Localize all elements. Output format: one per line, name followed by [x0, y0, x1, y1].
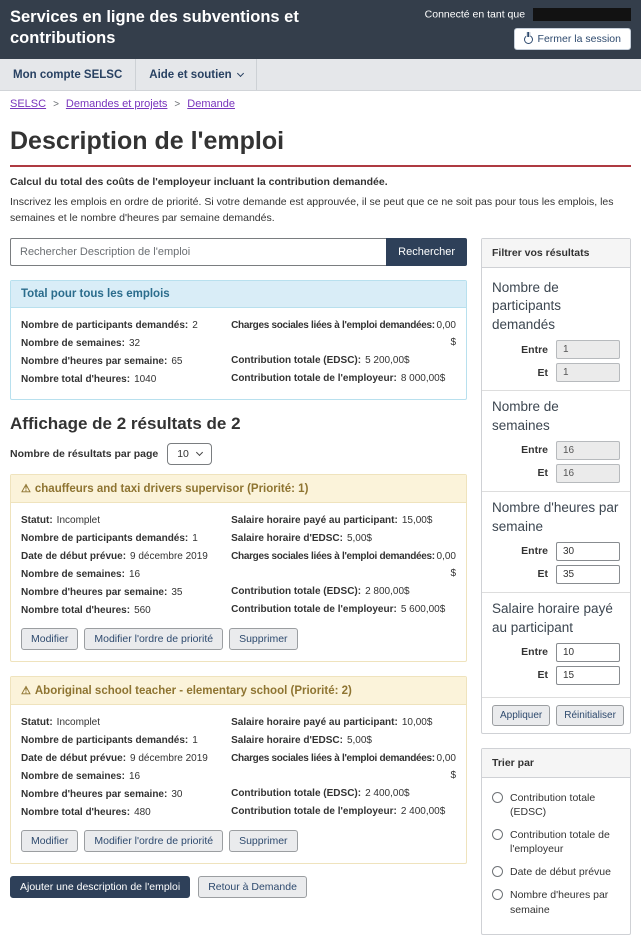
- nav-item-label: Mon compte SELSC: [13, 68, 123, 81]
- modify-priority-button[interactable]: Modifier l'ordre de priorité: [84, 830, 223, 852]
- breadcrumb-link-selsc[interactable]: SELSC: [10, 98, 47, 110]
- field-value: 1: [192, 734, 198, 746]
- field-label: Contribution totale de l'employeur:: [231, 603, 397, 615]
- field-value: 560: [134, 604, 151, 616]
- weeks-from-input: [556, 441, 620, 460]
- radio-label: Contribution totale de l'employeur: [510, 828, 610, 856]
- field-label: Nombre de participants demandés:: [21, 319, 189, 331]
- breadcrumb: [0, 91, 641, 115]
- field-label: Nombre total d'heures:: [21, 373, 131, 385]
- field-value: 65: [171, 355, 183, 367]
- field-value: 5 600,00$: [400, 603, 446, 615]
- per-page-value: 10: [177, 447, 189, 460]
- hours-from-input[interactable]: [556, 542, 620, 561]
- field-value: Incomplet: [56, 514, 101, 526]
- field-value: 9 décembre 2019: [130, 752, 208, 764]
- filter-section-heading: Salaire horaire payé au participant: [492, 600, 613, 635]
- field-label: Nombre de participants demandés:: [21, 734, 189, 746]
- totals-panel: [10, 280, 467, 400]
- field-value: 16: [128, 770, 141, 782]
- sort-option-contribution-edsc[interactable]: [492, 791, 620, 819]
- between-label: Entre: [521, 444, 548, 457]
- and-label: Et: [537, 568, 548, 581]
- filter-section-heading: Nombre d'heures par semaine: [492, 499, 619, 534]
- radio-icon: [492, 829, 503, 840]
- and-label: Et: [537, 467, 548, 480]
- reset-filters-button[interactable]: Réinitialiser: [556, 705, 624, 726]
- field-value: 8 000,00$: [400, 372, 446, 384]
- chevron-down-icon: [196, 448, 203, 455]
- hours-to-input[interactable]: [556, 565, 620, 584]
- modify-button[interactable]: Modifier: [21, 628, 78, 650]
- field-value: 5,00$: [346, 532, 372, 544]
- radio-icon: [492, 889, 503, 900]
- field-value: 32: [128, 337, 141, 349]
- field-label: Statut:: [21, 716, 53, 728]
- job-card: [10, 474, 467, 662]
- filter-section-heading: Nombre de participants demandés: [492, 279, 562, 333]
- and-label: Et: [537, 669, 548, 682]
- between-label: Entre: [521, 545, 548, 558]
- radio-label: Contribution totale (EDSC): [510, 791, 596, 818]
- modify-button[interactable]: Modifier: [21, 830, 78, 852]
- nav-item-mon-compte[interactable]: [0, 59, 136, 90]
- field-label: Salaire horaire payé au participant:: [231, 514, 398, 526]
- totals-panel-title: Total pour tous les emplois: [11, 281, 466, 308]
- field-label: Charges sociales liées à l'emploi demandées:: [231, 319, 435, 331]
- field-label: Contribution totale (EDSC):: [231, 354, 362, 366]
- field-value: 0,00 $: [436, 319, 456, 348]
- nav-item-aide-soutien[interactable]: [136, 59, 256, 90]
- participants-from-input: [556, 340, 620, 359]
- field-label: Salaire horaire payé au participant:: [231, 716, 398, 728]
- field-label: Nombre de semaines:: [21, 337, 125, 349]
- add-job-description-button[interactable]: Ajouter une description de l'emploi: [10, 876, 190, 898]
- divider: [482, 592, 630, 593]
- field-value: 15,00$: [401, 514, 433, 526]
- field-value: 10,00$: [401, 716, 433, 728]
- search-button[interactable]: Rechercher: [386, 238, 467, 266]
- back-to-application-button[interactable]: Retour à Demande: [198, 876, 307, 898]
- field-value: 2 400,00$: [400, 805, 446, 817]
- between-label: Entre: [521, 343, 548, 356]
- chevron-down-icon: [237, 69, 244, 76]
- delete-button[interactable]: Supprimer: [229, 628, 297, 650]
- app-header: [0, 0, 641, 59]
- nav-item-label: Aide et soutien: [149, 68, 232, 81]
- field-label: Nombre de participants demandés:: [21, 532, 189, 544]
- field-value: 5,00$: [346, 734, 372, 746]
- field-label: Contribution totale de l'employeur:: [231, 372, 397, 384]
- wage-from-input[interactable]: [556, 643, 620, 662]
- sort-option-contribution-employeur[interactable]: [492, 828, 620, 856]
- redacted-username: [533, 8, 631, 21]
- field-label: Contribution totale de l'employeur:: [231, 805, 397, 817]
- between-label: Entre: [521, 646, 548, 659]
- breadcrumb-link-demandes[interactable]: Demandes et projets: [65, 98, 168, 110]
- radio-label: Nombre d'heures par semaine: [510, 889, 609, 916]
- divider: [482, 390, 630, 391]
- field-label: Salaire horaire d'EDSC:: [231, 532, 343, 544]
- and-label: Et: [537, 366, 548, 379]
- field-value: 35: [171, 586, 183, 598]
- field-label: Charges sociales liées à l'emploi demandées:: [231, 752, 435, 764]
- weeks-to-input: [556, 464, 620, 483]
- filter-panel-title: Filtrer vos résultats: [482, 239, 630, 268]
- results-per-page-select[interactable]: [167, 443, 212, 465]
- power-icon: [524, 35, 533, 44]
- search-input[interactable]: [10, 238, 386, 266]
- filter-section-heading: Nombre de semaines: [492, 399, 559, 434]
- apply-filters-button[interactable]: Appliquer: [492, 705, 550, 726]
- delete-button[interactable]: Supprimer: [229, 830, 297, 852]
- warning-icon: ⚠: [21, 684, 31, 697]
- job-title: Aboriginal school teacher - elementary school (Priorité: 2): [34, 684, 352, 697]
- app-title: Services en ligne des subventions et contributions: [10, 8, 299, 48]
- per-page-label: Nombre de résultats par page: [10, 447, 159, 460]
- modify-priority-button[interactable]: Modifier l'ordre de priorité: [84, 628, 223, 650]
- field-value: 9 décembre 2019: [130, 550, 208, 562]
- search-bar: [10, 238, 467, 266]
- field-value: 1: [192, 532, 198, 544]
- breadcrumb-separator: >: [53, 99, 59, 110]
- sort-option-date-debut[interactable]: [492, 865, 620, 879]
- logout-button[interactable]: [514, 28, 631, 50]
- field-label: Statut:: [21, 514, 53, 526]
- radio-icon: [492, 792, 503, 803]
- field-label: Nombre total d'heures:: [21, 604, 131, 616]
- session-area: [425, 7, 631, 50]
- main-nav: [0, 59, 641, 91]
- field-label: Date de début prévue:: [21, 752, 127, 764]
- field-value: 30: [171, 788, 183, 800]
- field-label: Contribution totale (EDSC):: [231, 787, 362, 799]
- field-value: 0,00 $: [436, 550, 456, 579]
- field-value: 2 800,00$: [365, 585, 410, 597]
- job-card: [10, 676, 467, 864]
- wage-to-input[interactable]: [556, 666, 620, 685]
- field-value: 2: [192, 319, 198, 331]
- field-label: Nombre d'heures par semaine:: [21, 355, 168, 367]
- intro-text: Inscrivez les emplois en ordre de priorité. Si votre demande est approuvée, il se peut que ce ne soit pas pour tous les emplois, les semaines et le nombre d'heures par semaine demandés.: [10, 196, 614, 224]
- field-label: Contribution totale (EDSC):: [231, 585, 362, 597]
- field-label: Nombre de semaines:: [21, 770, 125, 782]
- page-title: Description de l'emploi: [10, 127, 631, 167]
- intro-bold-text: Calcul du total des coûts de l'employeur incluant la contribution demandée.: [10, 176, 388, 188]
- field-value: 480: [134, 806, 151, 818]
- divider: [482, 491, 630, 492]
- results-count-heading: Affichage de 2 résultats de 2: [10, 413, 241, 433]
- field-label: Nombre d'heures par semaine:: [21, 586, 168, 598]
- field-label: Date de début prévue:: [21, 550, 127, 562]
- warning-icon: ⚠: [21, 482, 31, 495]
- field-label: Nombre total d'heures:: [21, 806, 131, 818]
- sort-option-heures-semaine[interactable]: [492, 888, 620, 916]
- job-title: chauffeurs and taxi drivers supervisor (Priorité: 1): [34, 482, 309, 495]
- field-value: Incomplet: [56, 716, 101, 728]
- field-value: 1040: [134, 373, 157, 385]
- radio-label: Date de début prévue: [510, 866, 611, 879]
- participants-to-input: [556, 363, 620, 382]
- field-label: Charges sociales liées à l'emploi demandées:: [231, 550, 435, 562]
- field-value: 0,00 $: [436, 752, 456, 781]
- field-label: Nombre de semaines:: [21, 568, 125, 580]
- radio-icon: [492, 866, 503, 877]
- signed-in-label: Connecté en tant que: [424, 8, 526, 21]
- field-value: 5 200,00$: [365, 354, 410, 366]
- sort-panel: [481, 748, 631, 935]
- sort-panel-title: Trier par: [482, 749, 630, 778]
- field-label: Nombre d'heures par semaine:: [21, 788, 168, 800]
- breadcrumb-separator: >: [174, 99, 181, 110]
- field-value: 2 400,00$: [365, 787, 410, 799]
- field-value: 16: [128, 568, 141, 580]
- filter-panel: [481, 238, 631, 734]
- breadcrumb-link-demande[interactable]: Demande: [187, 98, 235, 110]
- field-label: Salaire horaire d'EDSC:: [231, 734, 343, 746]
- logout-label: Fermer la session: [537, 33, 621, 45]
